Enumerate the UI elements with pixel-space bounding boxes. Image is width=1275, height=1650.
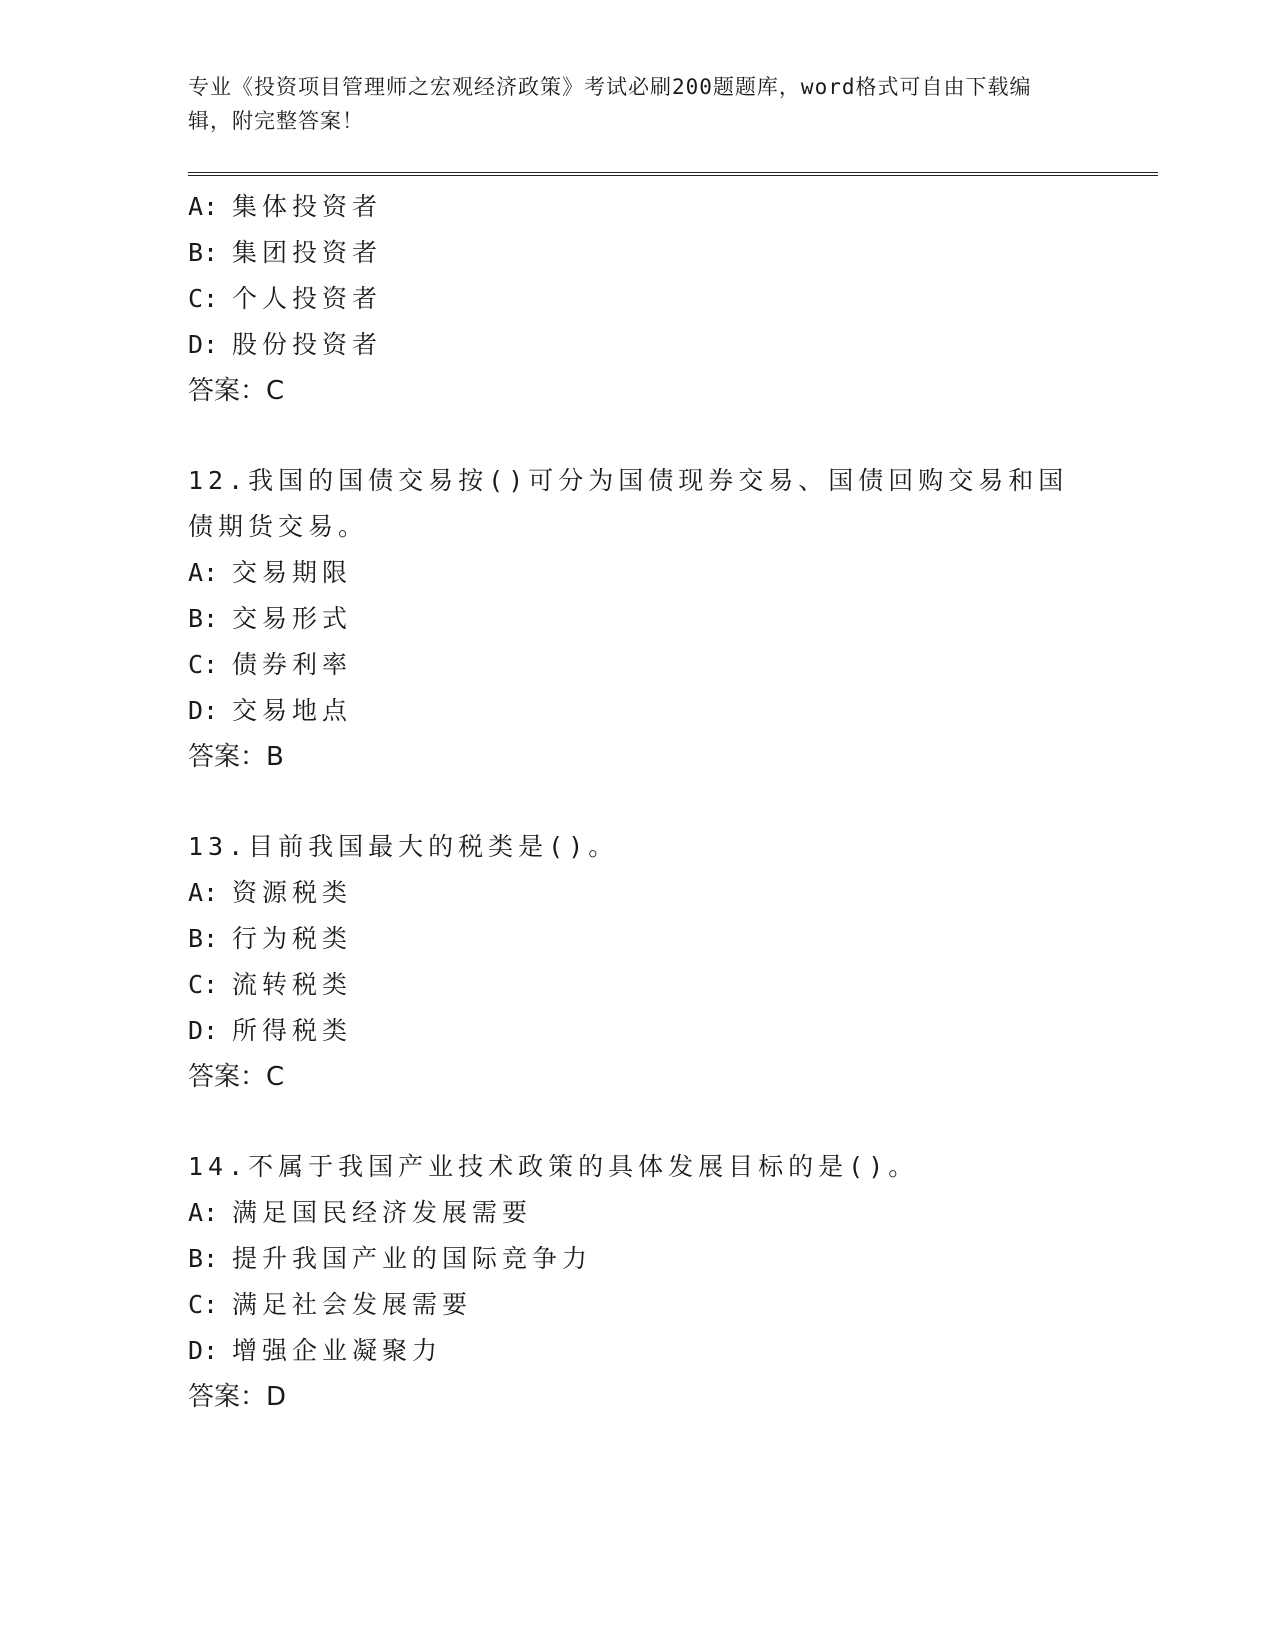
answer-line: 答案：C: [188, 376, 285, 406]
option-b: B: 行为税类: [188, 924, 353, 953]
spacer: [188, 780, 1158, 824]
question-stem: 12.我国的国债交易按()可分为国债现券交易、国债回购交易和国债期货交易。: [188, 466, 1069, 541]
document-header: 专业《投资项目管理师之宏观经济政策》考试必刷200题题库，word格式可自由下载编辑，附完整答案！: [188, 75, 1032, 133]
option-c: C: 流转税类: [188, 970, 353, 999]
question-stem: 14.不属于我国产业技术政策的具体发展目标的是()。: [188, 1152, 919, 1181]
answer-line: 答案：B: [188, 742, 284, 772]
spacer: [188, 1100, 1158, 1144]
option-a: A: 资源税类: [188, 878, 353, 907]
option-c: C: 债券利率: [188, 650, 353, 679]
option-d: D: 交易地点: [188, 696, 353, 725]
option-b: B: 提升我国产业的国际竞争力: [188, 1244, 593, 1273]
option-d: D: 所得税类: [188, 1016, 353, 1045]
option-d: D: 股份投资者: [188, 330, 383, 359]
option-c: C: 满足社会发展需要: [188, 1290, 473, 1319]
question-stem: 13.目前我国最大的税类是()。: [188, 832, 619, 861]
answer-line: 答案：D: [188, 1382, 287, 1412]
document-page: [188, 70, 1158, 1420]
option-b: B: 集团投资者: [188, 238, 383, 267]
question-12: [188, 458, 1158, 780]
option-b: B: 交易形式: [188, 604, 353, 633]
header-divider: [188, 172, 1158, 176]
question-13: [188, 824, 1158, 1100]
option-a: A: 集体投资者: [188, 192, 383, 221]
question-11: [188, 184, 1158, 414]
option-d: D: 增强企业凝聚力: [188, 1336, 443, 1365]
answer-line: 答案：C: [188, 1062, 285, 1092]
spacer: [188, 414, 1158, 458]
option-c: C: 个人投资者: [188, 284, 383, 313]
option-a: A: 满足国民经济发展需要: [188, 1198, 533, 1227]
option-a: A: 交易期限: [188, 558, 353, 587]
question-14: [188, 1144, 1158, 1420]
